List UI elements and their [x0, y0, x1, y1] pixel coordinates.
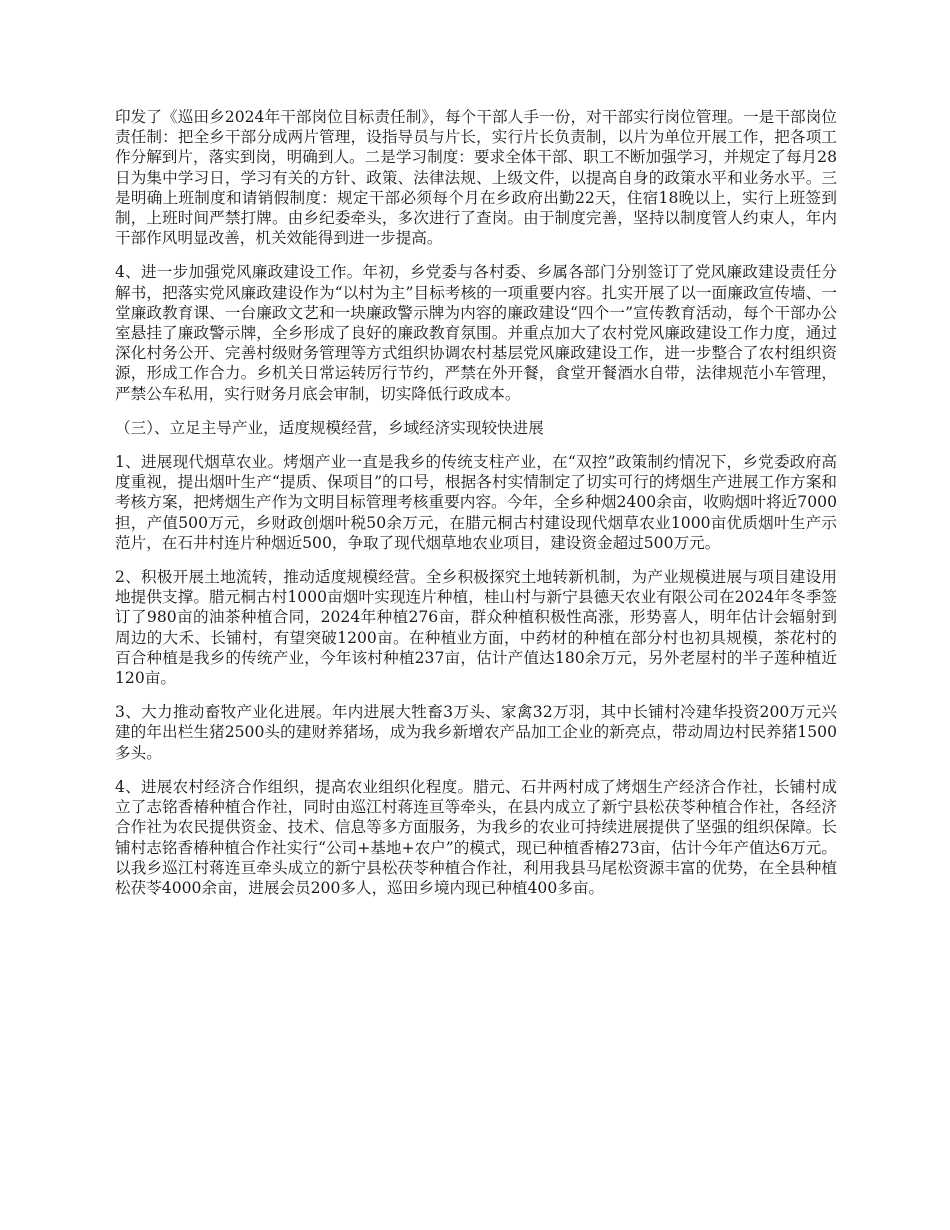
paragraph-responsibility-system: 印发了《巡田乡2024年干部岗位目标责任制》，每个干部人手一份，对干部实行岗位管理。一是干部岗位责任制：把全乡干部分成两片管理，设指导员与片长，实行片长负责制，以片为单位开展工作，把各项工作分解到片，落实到岗，明确到人。二是学习制度：要求全体干部、职工不断加强学习，并规定了每月28日为集中学习日，学习有关的方针、政策、法律法规、上级文件，以提高自身的政策水平和业务水平。三是明确上班制度和请销假制度：规定干部必须每个月在乡政府出勤22天，住宿18晚以上，实行上班签到制，上班时间严禁打牌。由乡纪委牵头，多次进行了查岗。由于制度完善，坚持以制度管人约束人，年内干部作风明显改善，机关效能得到进一步提高。	[115, 108, 837, 248]
section-heading-industry: （三）、立足主导产业，适度规模经营，乡域经济实现较快进展	[115, 418, 544, 437]
paragraph-cooperatives: 4、进展农村经济合作组织，提高农业组织化程度。腊元、石井两村成了烤烟生产经济合作社，长铺村成立了志铭香椿种植合作社，同时由巡江村蒋连亘等牵头，在县内成立了新宁县松茯苓种植合作社，各经济合作社为农民提供资金、技术、信息等多方面服务，为我乡的农业可持续进展提供了坚强的组织保障。长铺村志铭香椿种植合作社实行“公司+基地+农户”的模式，现已种植香椿273亩，估计今年产值达6万元。以我乡巡江村蒋连亘牵头成立的新宁县松茯苓种植合作社，利用我县马尾松资源丰富的优势，在全县种植松茯苓4000余亩，进展会员200多人，巡田乡境内现已种植400多亩。	[115, 777, 837, 897]
document-body	[115, 107, 837, 912]
paragraph-party-integrity: 4、进一步加强党风廉政建设工作。年初，乡党委与各村委、乡属各部门分别签订了党风廉政建设责任分解书，把落实党风廉政建设作为“以村为主”目标考核的一项重要内容。扎实开展了以一面廉政宣传墙、一堂廉政教育课、一台廉政文艺和一块廉政警示牌为内容的廉政建设“四个一”宣传教育活动，每个干部办公室悬挂了廉政警示牌，全乡形成了良好的廉政教育氛围。并重点加大了农村党风廉政建设工作力度，通过深化村务公开、完善村级财务管理等方式组织协调农村基层党风廉政建设工作，进一步整合了农村组织资源，形成工作合力。乡机关日常运转厉行节约，严禁在外开餐，食堂开餐酒水自带，法律规范小车管理，严禁公车私用，实行财务月底会审制，切实降低行政成本。	[115, 263, 837, 403]
paragraph-tobacco-agriculture: 1、进展现代烟草农业。烤烟产业一直是我乡的传统支柱产业，在“双控”政策制约情况下，乡党委政府高度重视，提出烟叶生产“提质、保项目”的口号，根据各村实情制定了切实可行的烤烟生产进展工作方案和考核方案，把烤烟生产作为文明目标管理考核重要内容。今年，全乡种烟2400余亩，收购烟叶将近7000担，产值500万元，乡财政创烟叶税50余万元，在腊元桐古村建设现代烟草农业1000亩优质烟叶生产示范片，在石井村连片种烟近500，争取了现代烟草地农业项目，建设资金超过500万元。	[115, 453, 837, 552]
paragraph-land-transfer: 2、积极开展土地流转，推动适度规模经营。全乡积极探究土地转新机制，为产业规模进展与项目建设用地提供支撑。腊元桐古村1000亩烟叶实现连片种植，桂山村与新宁县德天农业有限公司在2024年冬季签订了980亩的油茶种植合同，2024年种植276亩，群众种植积极性高涨，形势喜人，明年估计会辐射到周边的大禾、长铺村，有望突破1200亩。在种植业方面，中药材的种植在部分村也初具规模，茶花村的百合种植是我乡的传统产业，今年该村种植237亩，估计产值达180余万元，另外老屋村的半子莲种植近120亩。	[115, 568, 837, 688]
paragraph-livestock: 3、大力推动畜牧产业化进展。年内进展大牲畜3万头、家禽32万羽，其中长铺村冷建华投资200万元兴建的年出栏生猪2500头的建财养猪场，成为我乡新增农产品加工企业的新亮点，带动周边村民养猪1500多头。	[115, 703, 837, 762]
